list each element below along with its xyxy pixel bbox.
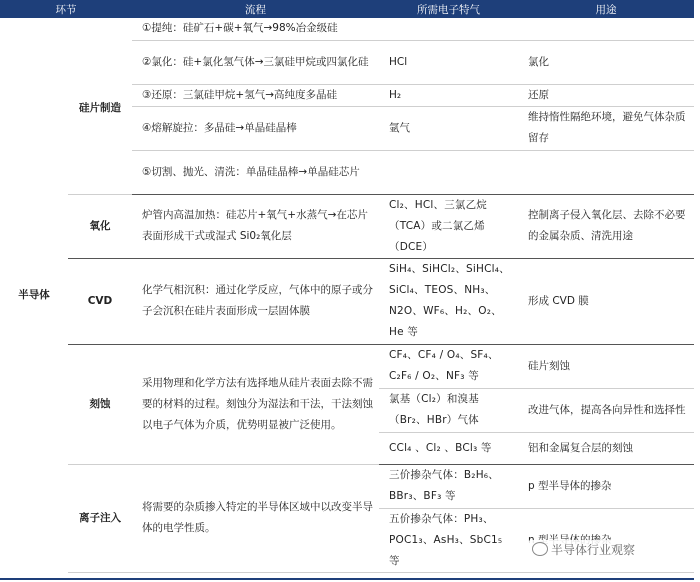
gases-cell: 氩气 bbox=[379, 106, 518, 150]
process-cell: 采用物理和化学方法有选择地从硅片表面去除不需要的材料的过程。刻蚀分为湿法和干法，干法刻蚀以电子气体为介质，优势明显被广泛使用。 bbox=[132, 344, 379, 464]
process-cell: ②氯化：硅+氯化氢气体→三氯硅甲烷或四氯化硅 bbox=[132, 40, 379, 84]
header-row bbox=[0, 0, 694, 18]
use-cell bbox=[518, 150, 694, 194]
process-cell: ④熔解旋拉：多晶硅→单晶硅晶棒 bbox=[132, 106, 379, 150]
header-stage: 环节 bbox=[0, 0, 132, 18]
process-cell: 将需要的杂质掺入特定的半导体区域中以改变半导体的电学性质。 bbox=[132, 464, 379, 572]
use-cell: p 型半导体的掺杂 bbox=[518, 464, 694, 508]
process-cell: ①提纯：硅矿石+碳+氧气→98%冶金级硅 bbox=[132, 18, 379, 40]
watermark bbox=[528, 540, 639, 559]
gases-cell: CCl₄ 、Cl₂ 、BCl₃ 等 bbox=[379, 432, 518, 464]
segment-cvd: CVD bbox=[68, 258, 132, 344]
use-cell: 硅片刻蚀 bbox=[518, 344, 694, 388]
gases-cell: SiH₄、SiHCl₂、SiHCl₄、SiCl₄、TEOS、NH₃、N2O、WF₆、H₂、O₂、He 等 bbox=[379, 258, 518, 344]
gases-cell: 五价掺杂气体：PH₃、POC1₃、AsH₃、SbC1₅ 等 bbox=[379, 508, 518, 572]
process-cell: 炉管内高温加热：硅芯片+氧气+水蒸气→在芯片表面形成干式或湿式 Si0₂氧化层 bbox=[132, 194, 379, 258]
use-cell: 形成 CVD 膜 bbox=[518, 258, 694, 344]
process-cell: 化学气相沉积：通过化学反应，气体中的原子或分子会沉积在硅片表面形成一层固体膜 bbox=[132, 258, 379, 344]
gases-cell: H₂ bbox=[379, 84, 518, 106]
table-row bbox=[0, 344, 694, 388]
table-row bbox=[0, 194, 694, 258]
use-cell bbox=[518, 18, 694, 40]
segment-oxidation: 氧化 bbox=[68, 194, 132, 258]
segment-wafer: 硅片制造 bbox=[68, 18, 132, 194]
process-cell: ⑤切割、抛光、清洗：单晶硅晶棒→单晶硅芯片 bbox=[132, 150, 379, 194]
use-cell: 维持惰性隔绝环境，避免气体杂质留存 bbox=[518, 106, 694, 150]
process-cell: ③还原：三氯硅甲烷+氢气→高纯度多晶硅 bbox=[132, 84, 379, 106]
table-bottom-rule bbox=[0, 578, 694, 580]
header-process: 流程 bbox=[132, 0, 379, 18]
gases-cell bbox=[379, 150, 518, 194]
watermark-text: 半导体行业观察 bbox=[551, 543, 636, 557]
header-use: 用途 bbox=[518, 0, 694, 18]
sector-label: 半导体 bbox=[18, 288, 50, 301]
segment-implant: 离子注入 bbox=[68, 464, 132, 572]
header-gases: 所需电子特气 bbox=[379, 0, 518, 18]
gases-cell: HCl bbox=[379, 40, 518, 84]
use-cell: 还原 bbox=[518, 84, 694, 106]
use-cell: 铝和金属复合层的刻蚀 bbox=[518, 432, 694, 464]
wechat-icon bbox=[532, 542, 548, 556]
segment-etch: 刻蚀 bbox=[68, 344, 132, 464]
gases-cell: 氯基（Cl₂）和溴基（Br₂、HBr）气体 bbox=[379, 388, 518, 432]
table-row bbox=[0, 464, 694, 508]
gases-cell: Cl₂、HCl、三氯乙烷（TCA）或二氯乙烯（DCE） bbox=[379, 194, 518, 258]
use-cell: 控制离子侵入氧化层、去除不必要的金属杂质、清洗用途 bbox=[518, 194, 694, 258]
use-cell: 改进气体，提高各向异性和选择性 bbox=[518, 388, 694, 432]
gases-cell bbox=[379, 18, 518, 40]
use-cell: 氯化 bbox=[518, 40, 694, 84]
gases-cell: 三价掺杂气体：B₂H₆、BBr₃、BF₃ 等 bbox=[379, 464, 518, 508]
gases-cell: CF₄、CF₄ / O₄、SF₄、C₂F₆ / O₂、NF₃ 等 bbox=[379, 344, 518, 388]
table-row bbox=[0, 18, 694, 40]
table-row bbox=[0, 258, 694, 344]
